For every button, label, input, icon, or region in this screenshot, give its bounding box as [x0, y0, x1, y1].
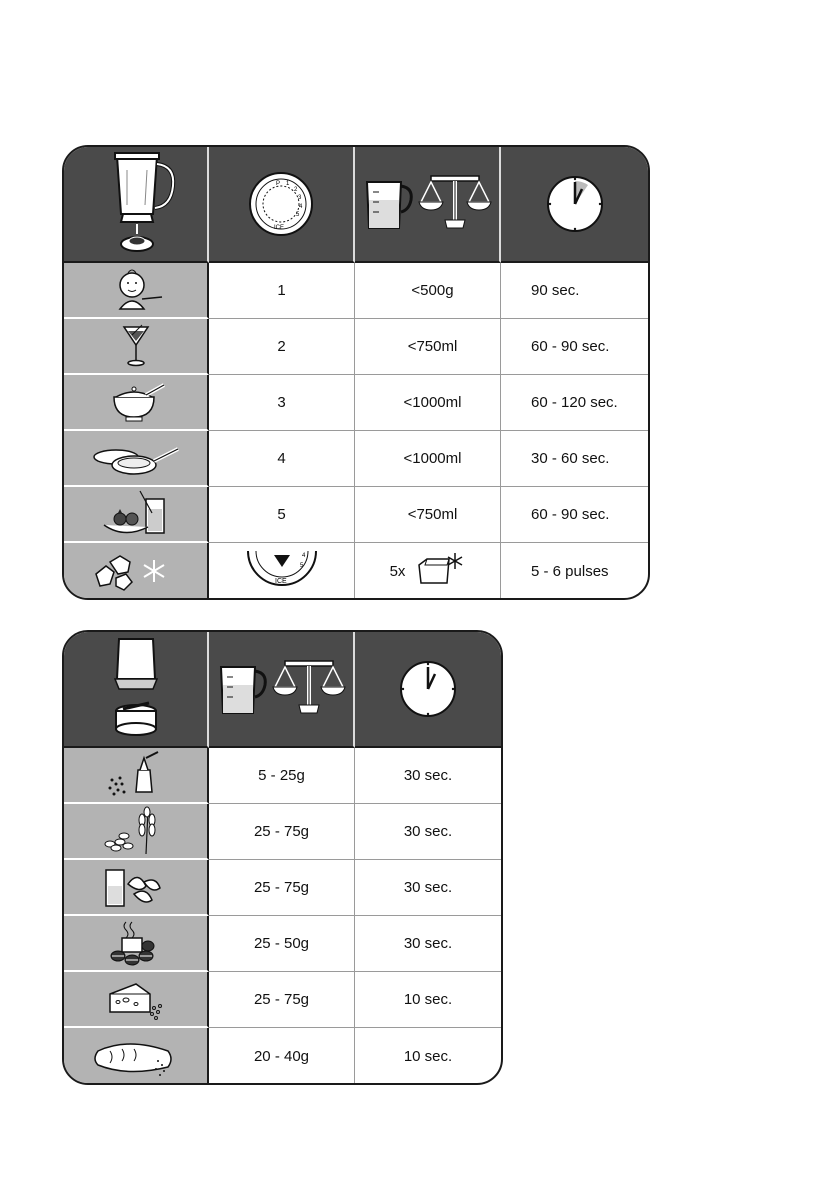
snowflake-icon — [144, 560, 164, 582]
quantity-cell: <1000ml — [355, 431, 501, 487]
pepper-grinder-icon — [88, 750, 184, 800]
speed-cell: 4 — [209, 431, 355, 487]
food-cell-smoothie — [64, 487, 209, 543]
fruit-smoothie-icon — [88, 489, 184, 539]
pancake-pan-icon — [88, 433, 184, 483]
food-cell-soup — [64, 375, 209, 431]
food-cell-pancake — [64, 431, 209, 487]
clock-icon — [399, 660, 457, 718]
svg-text:3: 3 — [298, 195, 302, 201]
ice-dial-icon — [242, 543, 322, 599]
baby-food-icon — [88, 265, 184, 315]
soup-tureen-icon — [88, 377, 184, 427]
quantity-cell: <500g — [355, 263, 501, 319]
speed-cell: 3 — [209, 375, 355, 431]
quantity-cell: 25 - 75g — [209, 860, 355, 916]
time-cell: 10 sec. — [403, 1047, 453, 1065]
measuring-jug-and-scale-icon — [213, 657, 349, 721]
grains-wheat-icon — [88, 806, 184, 856]
time-cell: 5 - 6 pulses — [531, 562, 609, 580]
mill-settings-table — [62, 630, 503, 1085]
food-cell-coffee — [64, 916, 209, 972]
coffee-beans-icon — [88, 918, 184, 968]
food-cell-nuts — [64, 860, 209, 916]
time-cell: 30 sec. — [355, 804, 501, 860]
cocktail-glass-icon — [88, 321, 184, 371]
speed-cell: 2 — [209, 319, 355, 375]
blender-jug-icon — [71, 150, 201, 258]
time-cell: 60 - 90 sec. — [501, 319, 648, 375]
quantity-cell: 25 - 50g — [209, 916, 355, 972]
speed-cell: 5 — [209, 487, 355, 543]
food-cell-bread — [64, 1028, 209, 1084]
quantity-cell: 25 - 75g — [209, 804, 355, 860]
time-cell: 30 - 60 sec. — [501, 431, 648, 487]
svg-text:ICE: ICE — [274, 225, 285, 231]
time-cell: 90 sec. — [501, 263, 648, 319]
quantity-cell-ice — [355, 543, 501, 599]
blender-settings-table — [62, 145, 650, 600]
quantity-cell: <750ml — [355, 487, 501, 543]
nuts-glass-icon — [88, 862, 184, 912]
svg-text:5: 5 — [299, 563, 303, 569]
quantity-cell: 5 - 25g — [209, 748, 355, 804]
svg-text:P: P — [276, 181, 281, 187]
speed-dial-icon — [248, 171, 314, 237]
quantity-cell: <750ml — [355, 319, 501, 375]
quantity-cell: <1000ml — [355, 375, 501, 431]
speed-cell-ice — [209, 543, 355, 599]
cheese-icon — [88, 974, 184, 1024]
time-cell: 60 - 90 sec. — [501, 487, 648, 543]
svg-text:4: 4 — [301, 553, 305, 559]
time-cell: 60 - 120 sec. — [501, 375, 648, 431]
ice-count: 5x — [389, 562, 406, 580]
blender-header-quantity — [355, 147, 501, 263]
blender-header-time — [501, 147, 648, 263]
bread-baguette-icon — [88, 1031, 184, 1081]
food-cell-cheese — [64, 972, 209, 1028]
svg-text:1: 1 — [286, 181, 290, 187]
food-cell-ice — [64, 543, 209, 599]
svg-text:5: 5 — [296, 212, 300, 218]
blender-header-speed — [209, 147, 355, 263]
food-cell-grains — [64, 804, 209, 860]
time-cell: 10 sec. — [355, 972, 501, 1028]
mill-header-time — [355, 632, 501, 748]
svg-text:4: 4 — [299, 204, 303, 210]
measuring-jug-and-scale-icon — [359, 172, 495, 236]
ice-cube-icon — [413, 551, 465, 591]
time-cell: 30 sec. — [355, 916, 501, 972]
time-cell: 30 sec. — [355, 748, 501, 804]
blender-header-appliance — [64, 147, 209, 263]
mill-header-appliance — [64, 632, 209, 748]
food-cell-baby-food — [64, 263, 209, 319]
mill-attachment-icon — [71, 635, 201, 743]
mill-header-quantity — [209, 632, 355, 748]
quantity-cell: 25 - 75g — [209, 972, 355, 1028]
clock-icon — [546, 175, 604, 233]
time-cell: 30 sec. — [355, 860, 501, 916]
svg-text:2: 2 — [294, 187, 298, 193]
crushed-ice-icon — [88, 546, 184, 596]
speed-cell: 1 — [209, 263, 355, 319]
quantity-cell: 20 - 40g — [209, 1028, 355, 1084]
svg-text:ICE: ICE — [274, 578, 287, 585]
food-cell-cocktail — [64, 319, 209, 375]
food-cell-pepper — [64, 748, 209, 804]
